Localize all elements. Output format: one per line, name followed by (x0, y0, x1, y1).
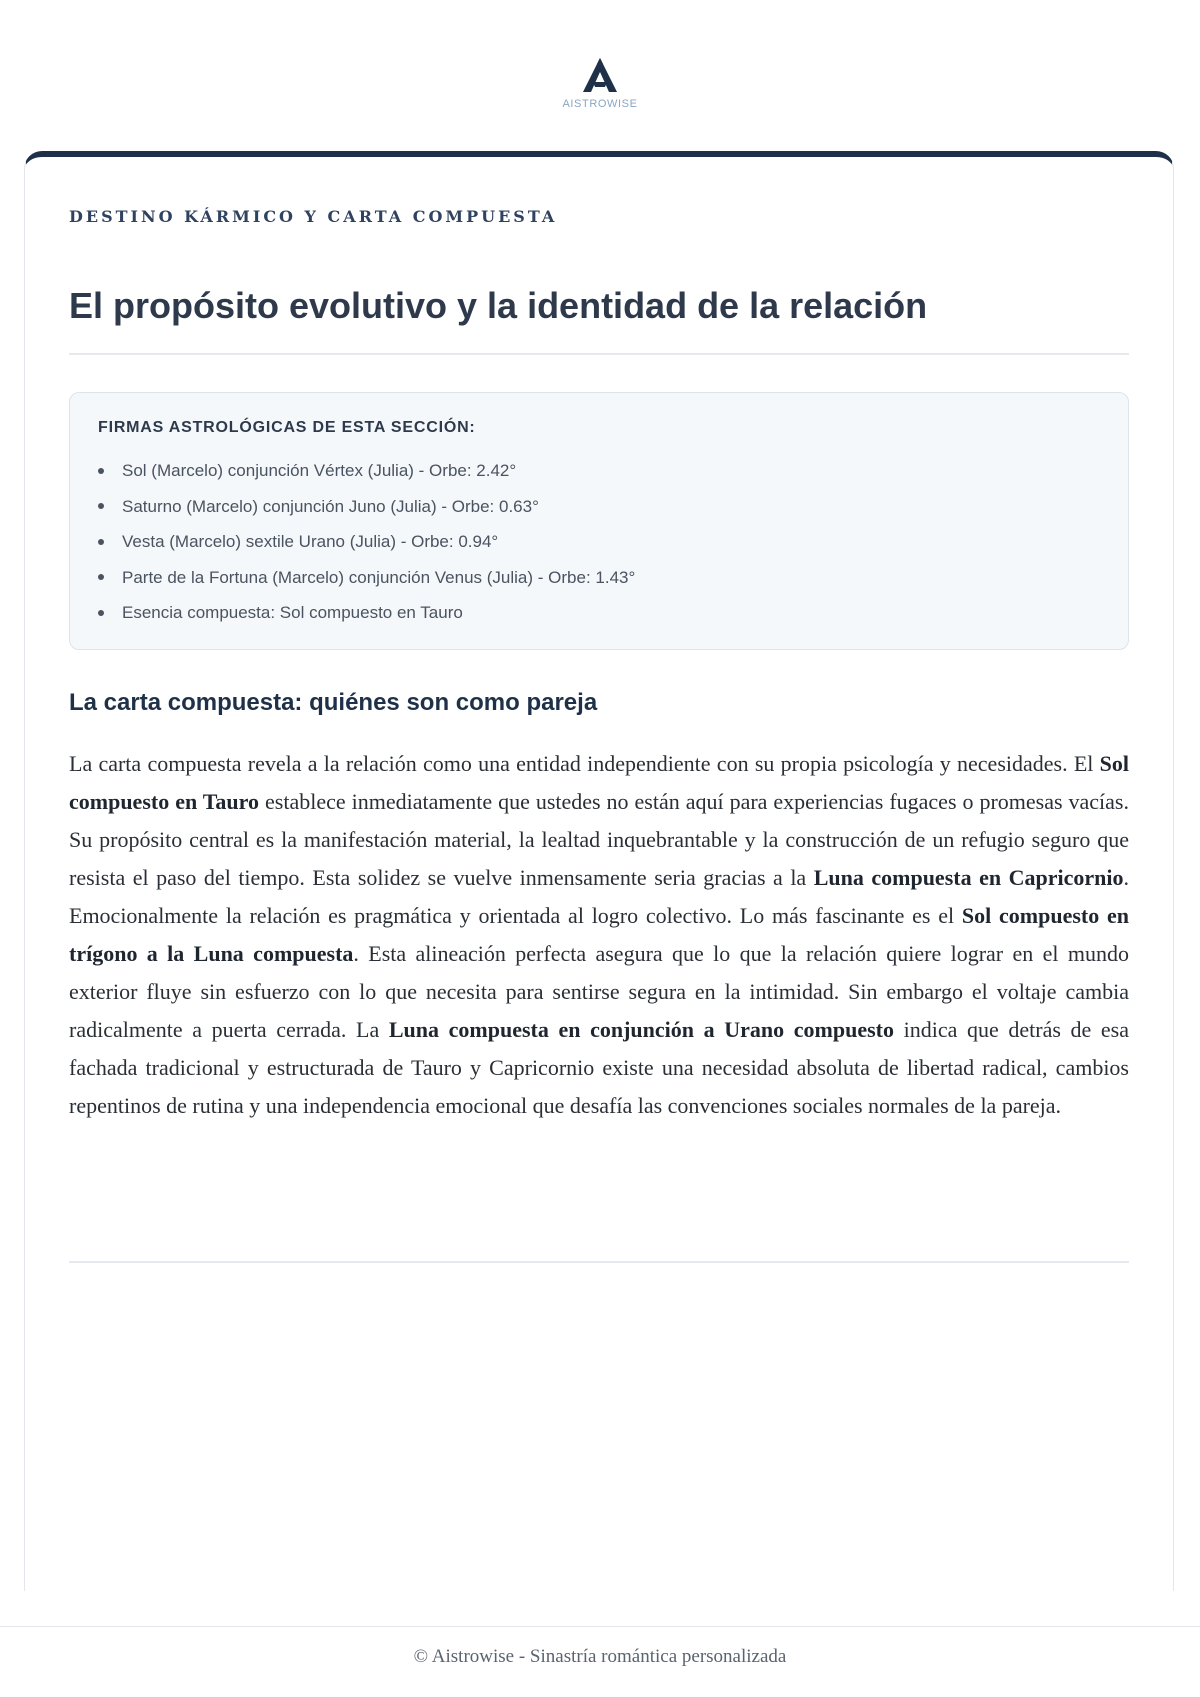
footer-divider (0, 1626, 1200, 1627)
paragraph-text: . Emocionalmente la relación es pragmática y orientada al logro colectivo. Lo más fascinante es el (69, 865, 1129, 928)
list-item (98, 453, 635, 489)
paragraph-text: . Esta alineación perfecta asegura que lo que la relación quiere lograr en el mundo exterior fluye sin esfuerzo con lo que necesita para sentirse segura en la intimidad. Sin embargo el voltaje cambia radicalmente a puerta cerrada. La (69, 941, 1129, 1042)
composite-heading: La carta compuesta: quiénes son como pareja (69, 689, 598, 716)
signature-text: Saturno (Marcelo) conjunción Juno (Julia) - Orbe: 0.63° (122, 496, 539, 516)
section-divider (69, 1261, 1129, 1263)
list-item (98, 489, 635, 525)
highlight-text: Luna compuesta en Capricornio (813, 865, 1124, 890)
highlight-text: Sol compuesto en trígono a la Luna compuesta (69, 903, 1130, 966)
list-item (98, 560, 635, 596)
signature-text: Vesta (Marcelo) sextile Urano (Julia) - Orbe: 0.94° (122, 532, 499, 552)
aistrowise-a-logo-icon (579, 56, 621, 94)
brand-logo (0, 56, 1200, 110)
composite-paragraph (69, 745, 1129, 1125)
bullet-icon (98, 539, 104, 545)
section-eyebrow: DESTINO KÁRMICO Y CARTA COMPUESTA (69, 207, 558, 226)
paragraph-text: indica que detrás de esa fachada tradicional y estructurada de Tauro y Capricornio existe una necesidad absoluta de libertad radical, cambios repentinos de rutina y una independencia emocional que desafía las convenciones sociales normales de la pareja. (69, 1017, 1130, 1118)
title-divider (69, 353, 1129, 355)
list-item (98, 524, 635, 560)
bullet-icon (98, 503, 104, 509)
signature-text: Parte de la Fortuna (Marcelo) conjunción Venus (Julia) - Orbe: 1.43° (122, 567, 636, 587)
astrological-signatures-box (69, 392, 1129, 650)
bullet-icon (98, 610, 104, 616)
signature-text: Esencia compuesta: Sol compuesto en Tauro (122, 603, 463, 623)
page-title: El propósito evolutivo y la identidad de la relación (69, 285, 928, 326)
page-footer: © Aistrowise - Sinastría romántica personalizada (413, 1646, 787, 1667)
list-item (98, 595, 635, 631)
signatures-heading: FIRMAS ASTROLÓGICAS DE ESTA SECCIÓN: (98, 419, 476, 436)
paragraph-text: La carta compuesta revela a la relación como una entidad independiente con su propia psicología y necesidades. El (69, 751, 1100, 776)
highlight-text: Luna compuesta en conjunción a Urano compuesto (388, 1017, 894, 1042)
brand-name: AISTROWISE (562, 98, 638, 110)
paragraph-text: establece inmediatamente que ustedes no están aquí para experiencias fugaces o promesas vacías. Su propósito central es la manifestación material, la lealtad inquebrantable y la construcción de un refugio seguro que resista el paso del tiempo. Esta solidez se vuelve inmensamente seria gracias a la (69, 789, 1129, 890)
bullet-icon (98, 574, 104, 580)
bullet-icon (98, 468, 104, 474)
signatures-list (98, 453, 635, 631)
signature-text: Sol (Marcelo) conjunción Vértex (Julia) - Orbe: 2.42° (122, 461, 517, 481)
content-card (24, 151, 1174, 1591)
highlight-text: Sol compuesto en Tauro (69, 751, 1129, 814)
